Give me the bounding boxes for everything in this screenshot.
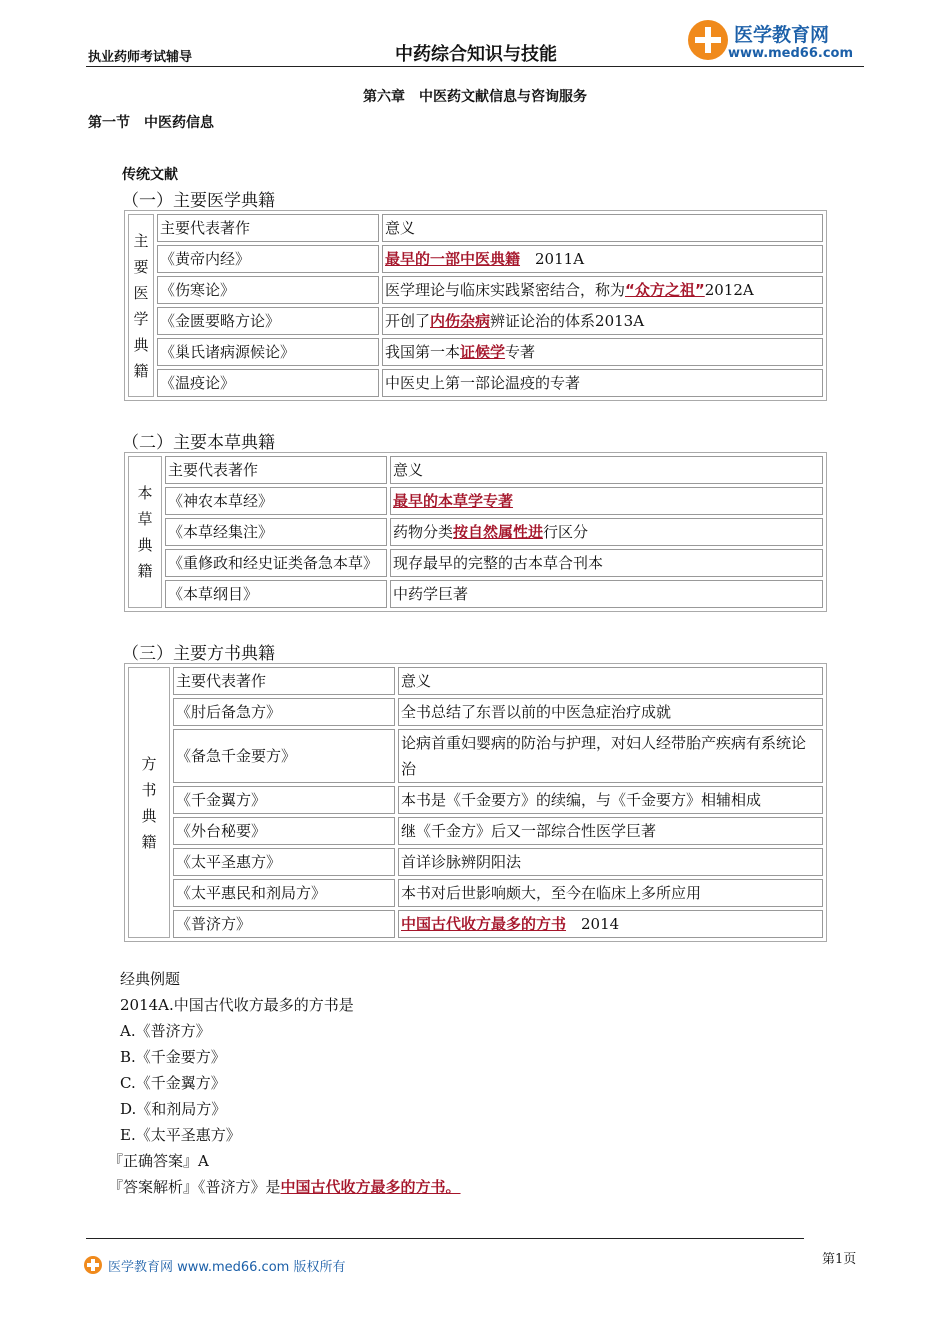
answer-analysis: 『答案解析』《普济方》是中国古代收方最多的方书。 <box>108 1178 461 1196</box>
option-a: A.《普济方》 <box>120 1022 211 1040</box>
example-block <box>120 966 354 1148</box>
group-title: （二）主要本草典籍 <box>122 433 275 453</box>
medical-cross-icon <box>688 20 728 60</box>
table-side-label: 主 要 医 学 典 籍 <box>128 214 154 397</box>
table-row: 《太平圣惠方》 首详诊脉辨阴阳法 <box>128 848 823 876</box>
correct-answer: 『正确答案』A <box>108 1152 209 1170</box>
table-row: 《黄帝内经》 最早的一部中医典籍 2011A <box>128 245 823 273</box>
table-row: 《伤寒论》 医学理论与临床实践紧密结合，称为“众方之祖”2012A <box>128 276 823 304</box>
footer-divider <box>86 1238 804 1239</box>
table-side-label: 本 草 典 籍 <box>128 456 162 608</box>
header-left-title: 执业药师考试辅导 <box>88 50 193 65</box>
table-row: 《巢氏诸病源候论》 我国第一本证候学专著 <box>128 338 823 366</box>
group-title: （一）主要医学典籍 <box>122 191 275 211</box>
example-question: 2014A.中国古代收方最多的方书是 <box>120 996 354 1014</box>
option-c: C.《千金翼方》 <box>120 1074 226 1092</box>
header-divider <box>86 66 864 67</box>
medical-cross-icon <box>84 1256 102 1274</box>
table-row: 《神农本草经》 最早的本草学专著 <box>128 487 823 515</box>
formula-classics-table <box>124 663 827 942</box>
table-row: 《肘后备急方》 全书总结了东晋以前的中医急症治疗成就 <box>128 698 823 726</box>
chapter-title: 第六章 中医药文献信息与咨询服务 <box>363 89 587 105</box>
table-row: 《太平惠民和剂局方》 本书对后世影响颇大，至今在临床上多所应用 <box>128 879 823 907</box>
table-row: 《外台秘要》 继《千金方》后又一部综合性医学巨著 <box>128 817 823 845</box>
table-row: 《本草纲目》 中药学巨著 <box>128 580 823 608</box>
header-course-title: 中药综合知识与技能 <box>395 44 557 65</box>
table-row: 《千金翼方》 本书是《千金要方》的续编，与《千金要方》相辅相成 <box>128 786 823 814</box>
logo-url: www.med66.com <box>728 46 854 61</box>
example-title: 经典例题 <box>120 970 181 988</box>
table-side-label: 方 书 典 籍 <box>128 667 170 938</box>
herbal-classics-table <box>124 452 827 612</box>
table-row: 《备急千金要方》 论病首重妇婴病的防治与护理，对妇人经带胎产疾病有系统论治 <box>128 729 823 783</box>
site-logo[interactable] <box>688 18 868 66</box>
logo-name: 医学教育网 <box>734 24 830 46</box>
option-d: D.《和剂局方》 <box>120 1100 227 1118</box>
column-header-book: 主要代表著作 <box>173 667 395 695</box>
table-row: 《温疫论》 中医史上第一部论温疫的专著 <box>128 369 823 397</box>
table-row: 《本草经集注》 药物分类按自然属性进行区分 <box>128 518 823 546</box>
column-header-book: 主要代表著作 <box>157 214 379 242</box>
column-header-meaning: 意义 <box>398 667 823 695</box>
column-header-meaning: 意义 <box>390 456 823 484</box>
footer-copyright[interactable]: 医学教育网 www.med66.com 版权所有 <box>108 1260 346 1275</box>
column-header-book: 主要代表著作 <box>165 456 387 484</box>
section-title: 第一节 中医药信息 <box>88 115 214 131</box>
table-row: 《重修政和经史证类备急本草》 现存最早的完整的古本草合刊本 <box>128 549 823 577</box>
table-row: 《金匮要略方论》 开创了内伤杂病辨证论治的体系2013A <box>128 307 823 335</box>
option-b: B.《千金要方》 <box>120 1048 226 1066</box>
group-title: （三）主要方书典籍 <box>122 644 275 664</box>
column-header-meaning: 意义 <box>382 214 823 242</box>
medical-classics-table <box>124 210 827 401</box>
table-row: 《普济方》 中国古代收方最多的方书 2014 <box>128 910 823 938</box>
page-number: 第1页 <box>822 1252 857 1267</box>
subsection-title: 传统文献 <box>122 167 178 183</box>
option-e: E.《太平圣惠方》 <box>120 1126 241 1144</box>
